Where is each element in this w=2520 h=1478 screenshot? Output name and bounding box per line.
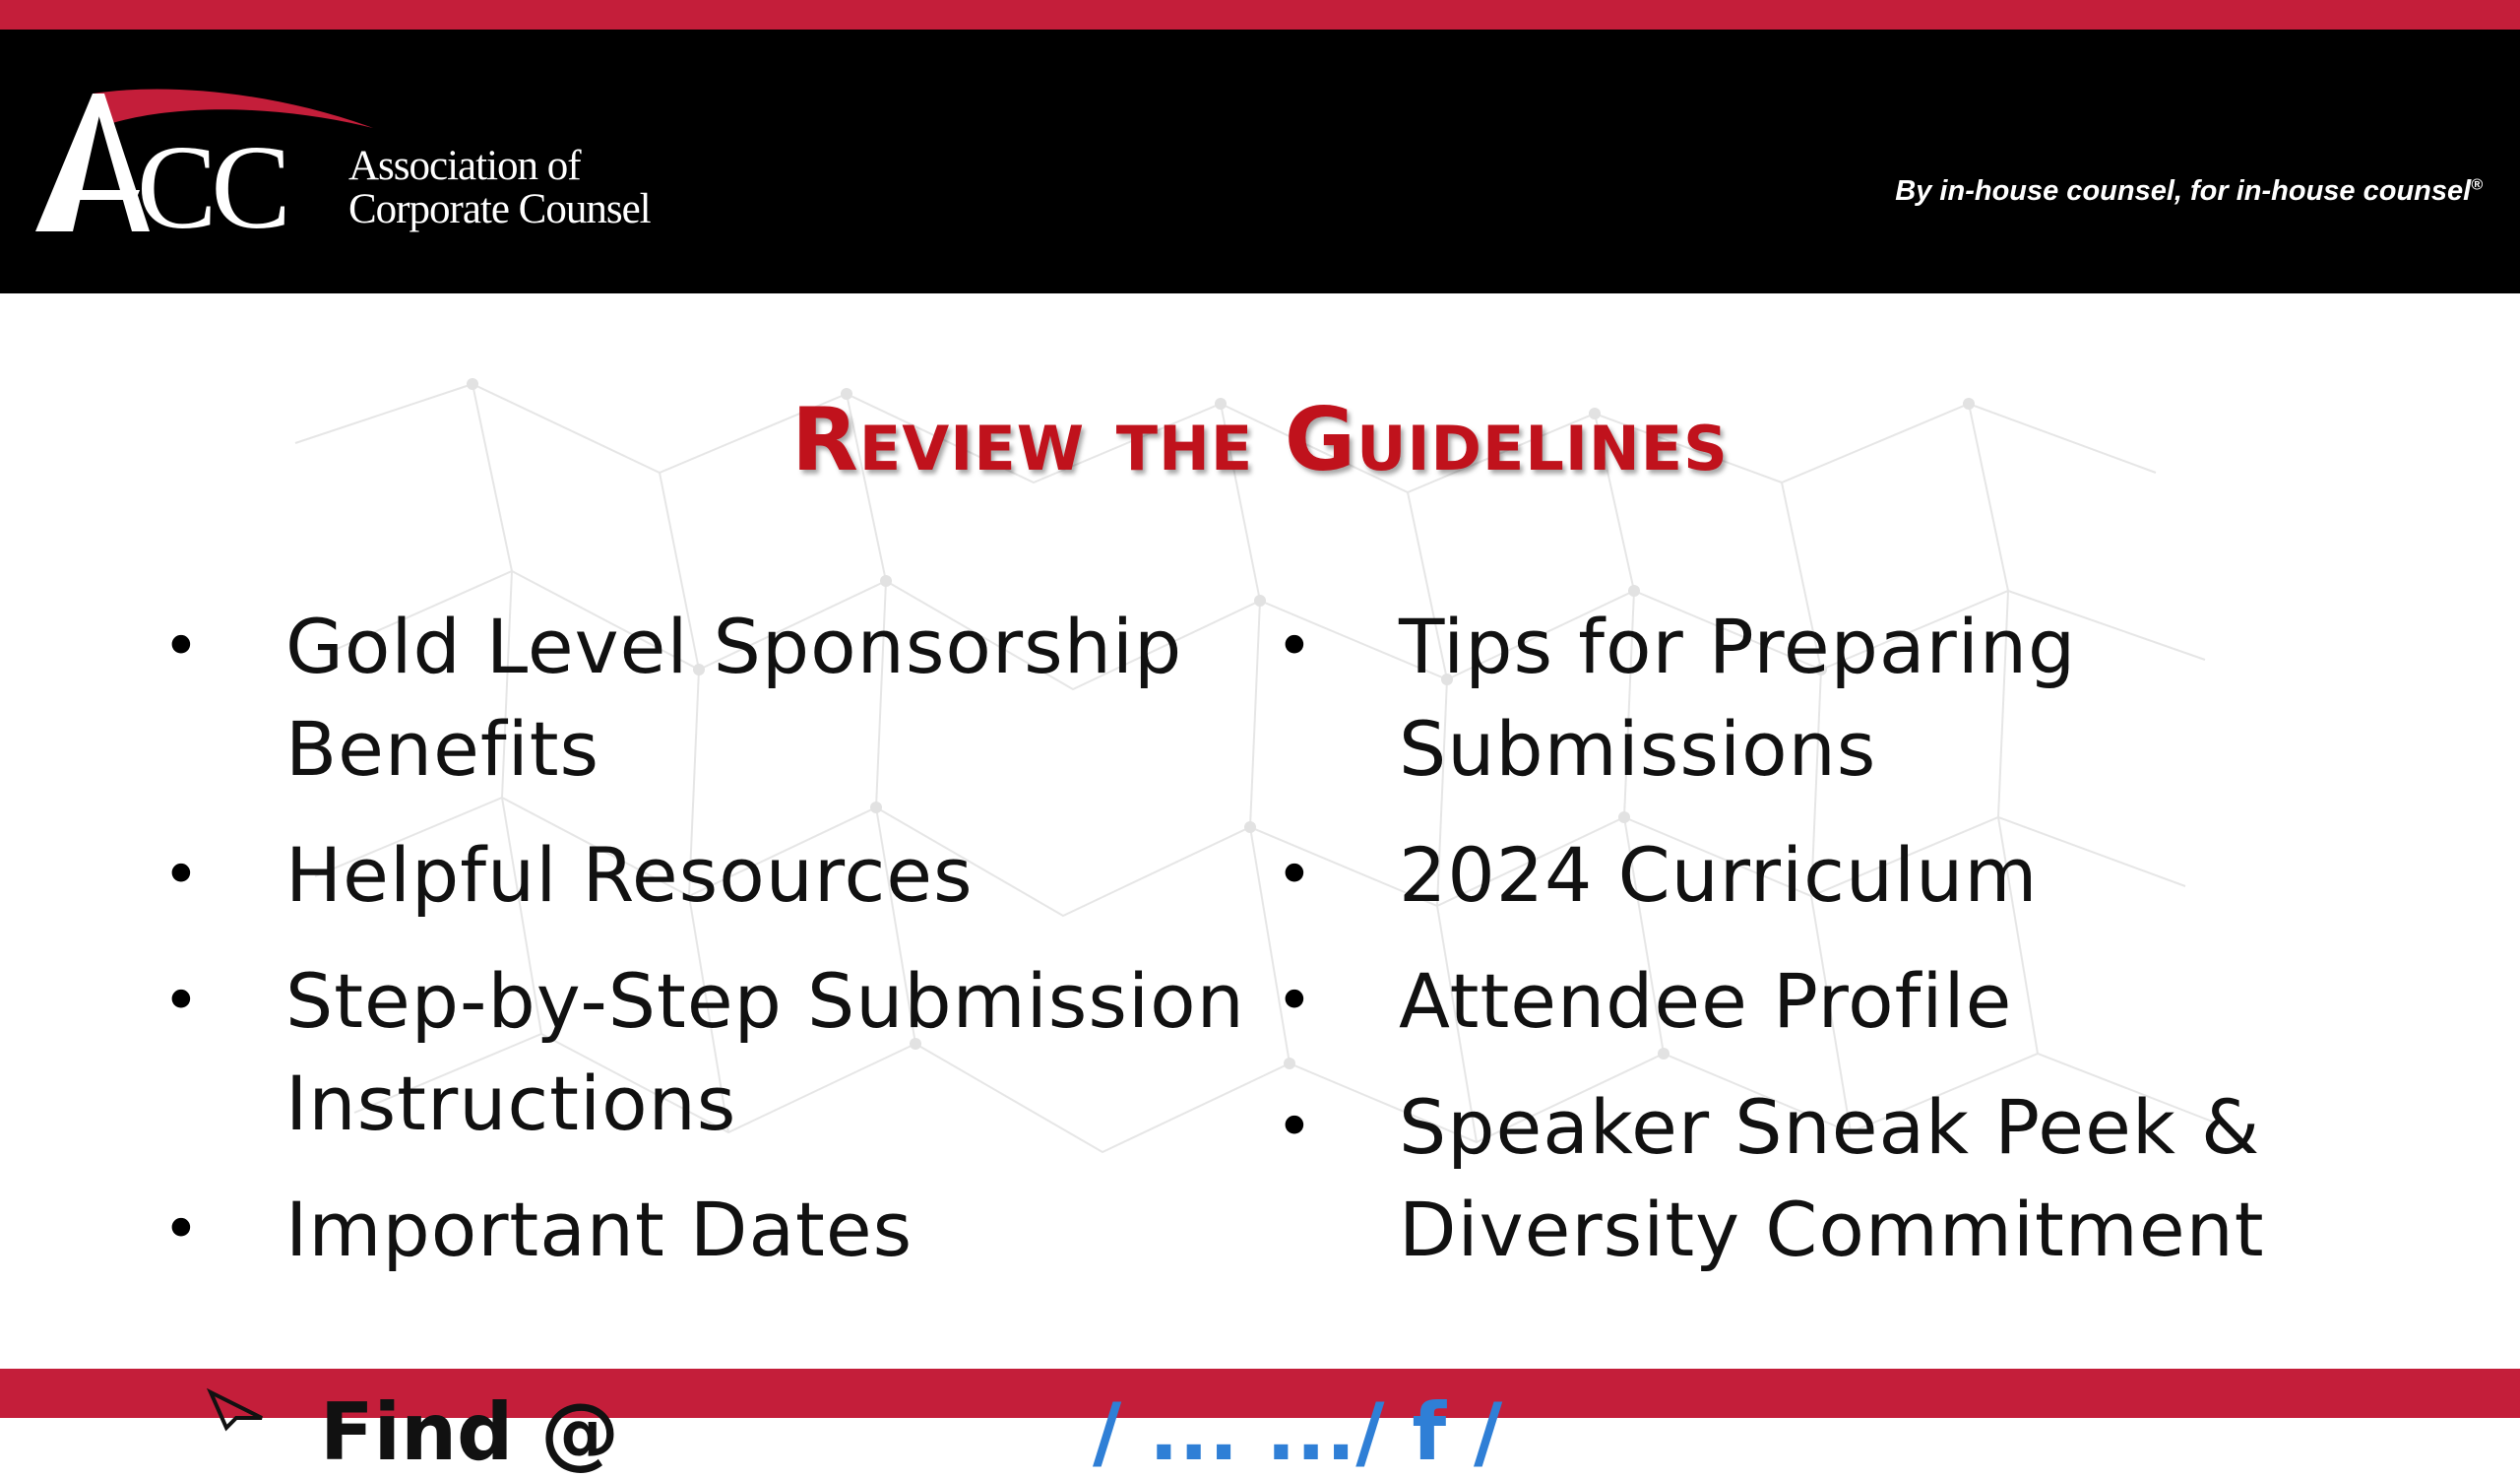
list-item-text: Tips for Preparing Submissions xyxy=(1399,603,2077,793)
acc-logo-mark xyxy=(33,84,348,254)
acc-logo xyxy=(33,84,723,254)
list-item-text: 2024 Curriculum xyxy=(1399,831,2039,919)
top-accent-stripe xyxy=(0,0,2520,30)
list-item xyxy=(162,824,1265,927)
list-item xyxy=(162,596,1265,801)
org-name xyxy=(348,145,651,231)
footer-band xyxy=(0,1369,2520,1478)
list-item xyxy=(162,1179,1265,1281)
list-item-text: Step-by-Step Submission Instructions xyxy=(285,957,1245,1147)
bullet-icon: • xyxy=(1276,1091,1313,1164)
pointer-arrow-icon xyxy=(207,1388,266,1428)
bullet-icon: • xyxy=(1276,610,1313,683)
registered-mark: ® xyxy=(2471,176,2483,194)
list-item xyxy=(1276,824,2408,927)
list-item xyxy=(1276,1076,2408,1281)
org-name-line1: Association of xyxy=(348,143,581,189)
right-bullet-list xyxy=(1276,596,2408,1305)
list-item-text: Gold Level Sponsorship Benefits xyxy=(285,603,1183,793)
header-band xyxy=(0,30,2520,293)
list-item xyxy=(1276,950,2408,1053)
bullet-icon: • xyxy=(1276,839,1313,912)
left-bullet-list xyxy=(162,596,1265,1305)
footer-partial-text: Find @ xyxy=(320,1386,620,1478)
tagline-text: By in-house counsel, for in-house counsel xyxy=(1895,175,2472,207)
list-item xyxy=(1276,596,2408,801)
bullet-icon: • xyxy=(162,965,200,1038)
slide-title: Review the Guidelines xyxy=(791,389,1729,490)
bullet-icon: • xyxy=(162,610,200,683)
list-item-text: Helpful Resources xyxy=(285,831,974,919)
bullet-icon: • xyxy=(162,1193,200,1266)
org-name-line2: Corporate Counsel xyxy=(348,186,651,232)
list-item-text: Speaker Sneak Peek & Diversity Commitment xyxy=(1399,1083,2265,1273)
list-item-text: Important Dates xyxy=(285,1186,914,1273)
footer-partial-link[interactable]: / ... .../ f / xyxy=(1093,1386,1503,1478)
bullet-icon: • xyxy=(1276,965,1313,1038)
bullet-icon: • xyxy=(162,839,200,912)
list-item xyxy=(162,950,1265,1155)
list-item-text: Attendee Profile xyxy=(1399,957,2013,1045)
svg-text:CC: CC xyxy=(137,121,285,254)
tagline xyxy=(1895,175,2483,208)
